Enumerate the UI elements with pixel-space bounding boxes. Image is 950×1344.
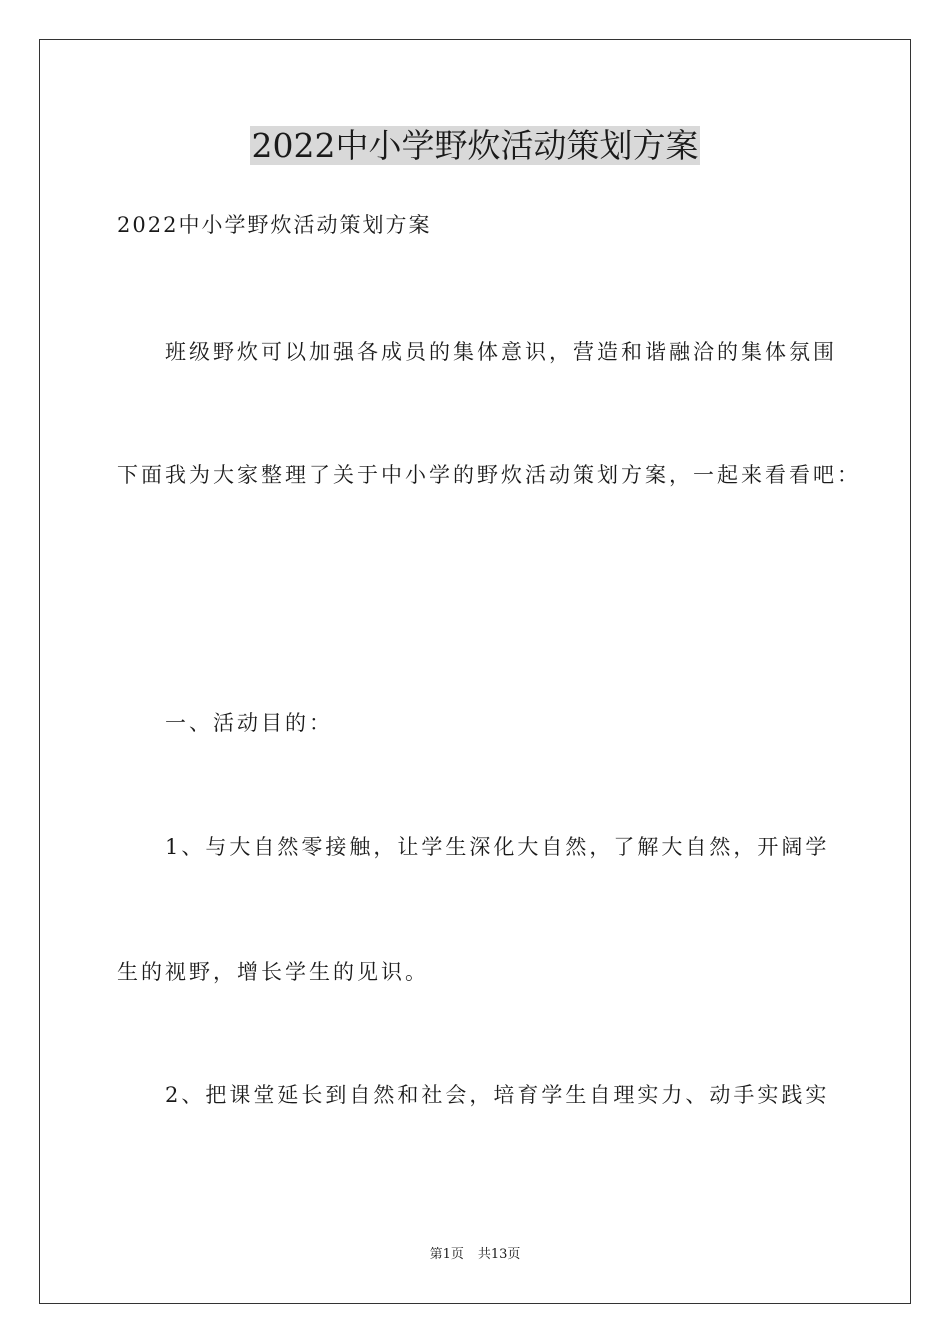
section-heading: 一、活动目的：: [165, 711, 333, 735]
subtitle-line: 2022中小学野炊活动策划方案: [117, 213, 432, 237]
page-number: 第1页: [429, 1247, 464, 1262]
document-title-text: 2022中小学野炊活动策划方案: [251, 126, 699, 165]
page-footer: [0, 1246, 950, 1264]
paragraph-line: 下面我为大家整理了关于中小学的野炊活动策划方案，一起来看看吧：: [117, 463, 861, 487]
paragraph-line: 2、把课堂延长到自然和社会，培育学生自理实力、动手实践实: [165, 1083, 830, 1107]
paragraph-line: 1、与大自然零接触，让学生深化大自然，了解大自然，开阔学: [165, 835, 830, 859]
paragraph-line: 生的视野，增长学生的见识。: [117, 960, 429, 984]
paragraph-line: 班级野炊可以加强各成员的集体意识，营造和谐融洽的集体氛围: [165, 340, 837, 364]
page-total: 共13页: [477, 1247, 521, 1262]
document-title: [0, 122, 950, 170]
